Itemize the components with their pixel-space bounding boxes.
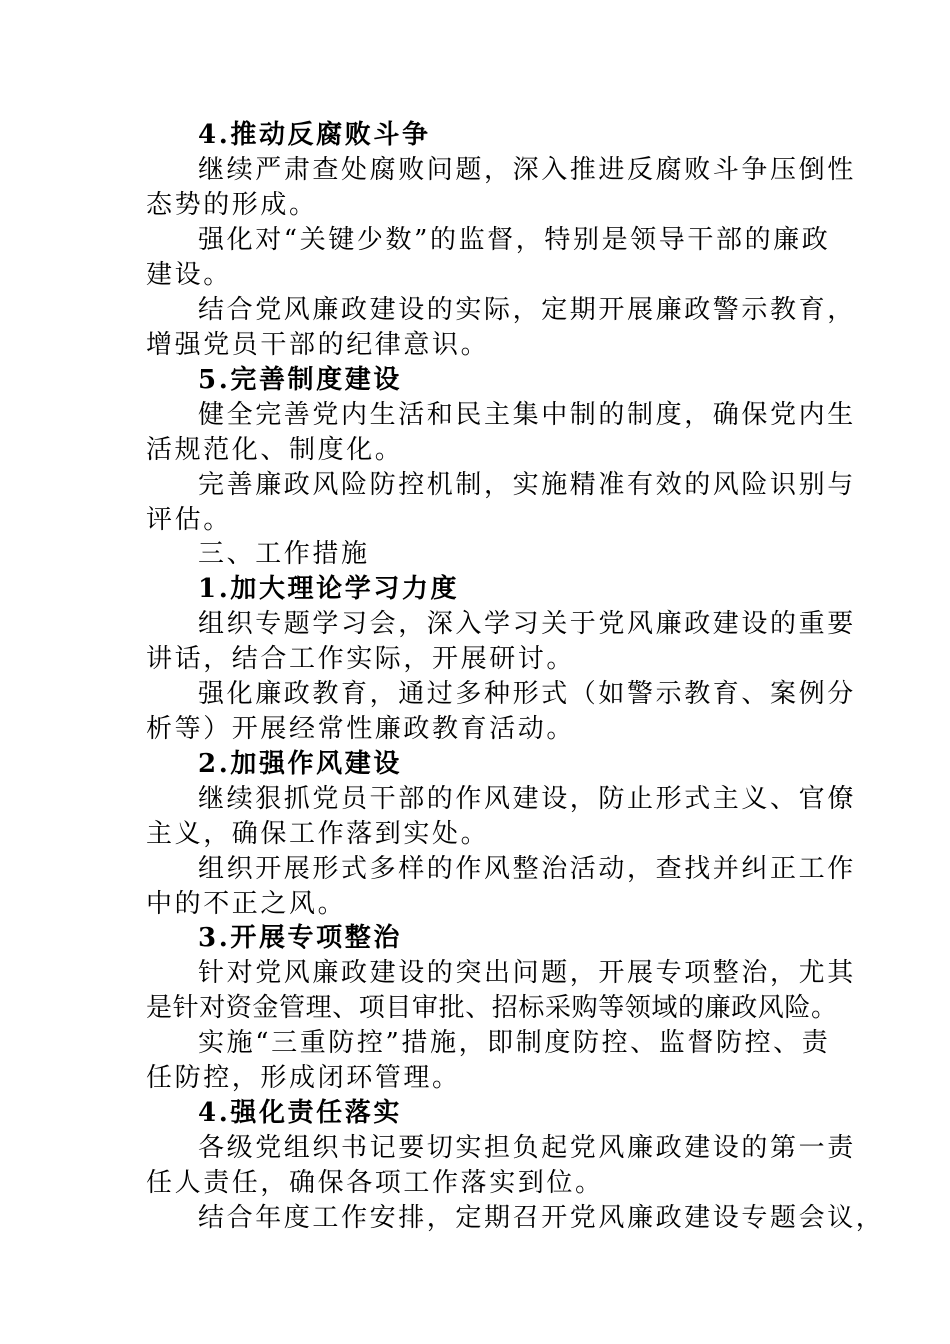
subheading-3-special: 3.开展专项整治 <box>198 923 402 953</box>
paragraph-line: 强化廉政教育，通过多种形式（如警示教育、案例分 <box>198 679 856 709</box>
paragraph-line: 主义，确保工作落到实处。 <box>146 819 490 849</box>
paragraph-line: 态势的形成。 <box>146 190 318 220</box>
paragraph-line: 健全完善党内生活和民主集中制的制度，确保党内生 <box>198 400 856 430</box>
paragraph-line: 各级党组织书记要切实担负起党风廉政建设的第一责 <box>198 1133 856 1163</box>
paragraph-line: 强化对“关键少数”的监督，特别是领导干部的廉政 <box>198 225 831 255</box>
paragraph-line: 任人责任，确保各项工作落实到位。 <box>146 1168 604 1198</box>
paragraph-line: 针对党风廉政建设的突出问题，开展专项整治，尤其 <box>198 958 856 988</box>
subheading-1-theory: 1.加大理论学习力度 <box>198 574 460 604</box>
paragraph-line: 任防控，形成闭环管理。 <box>146 1063 461 1093</box>
section-heading-3-measures: 三、工作措施 <box>198 539 370 569</box>
paragraph-line: 中的不正之风。 <box>146 889 347 919</box>
paragraph-line: 结合年度工作安排，定期召开党风廉政建设专题会议， <box>198 1203 885 1233</box>
paragraph-line: 增强党员干部的纪律意识。 <box>146 330 490 360</box>
paragraph-line: 结合党风廉政建设的实际，定期开展廉政警示教育， <box>198 295 856 325</box>
paragraph-line: 实施“三重防控”措施，即制度防控、监督防控、责 <box>198 1028 831 1058</box>
paragraph-line: 评估。 <box>146 505 232 535</box>
subheading-2-style: 2.加强作风建设 <box>198 749 402 779</box>
subheading-5-system: 5.完善制度建设 <box>198 365 402 395</box>
paragraph-line: 是针对资金管理、项目审批、招标采购等领域的廉政风险。 <box>146 993 838 1023</box>
subheading-4-responsibility: 4.强化责任落实 <box>198 1098 402 1128</box>
paragraph-line: 讲话，结合工作实际，开展研讨。 <box>146 644 576 674</box>
paragraph-line: 析等）开展经常性廉政教育活动。 <box>146 714 576 744</box>
paragraph-line: 组织开展形式多样的作风整治活动，查找并纠正工作 <box>198 854 856 884</box>
subheading-4-anticorruption: 4.推动反腐败斗争 <box>198 120 431 150</box>
paragraph-line: 继续狠抓党员干部的作风建设，防止形式主义、官僚 <box>198 784 856 814</box>
paragraph-line: 完善廉政风险防控机制，实施精准有效的风险识别与 <box>198 470 856 500</box>
paragraph-line: 继续严肃查处腐败问题，深入推进反腐败斗争压倒性 <box>198 155 856 185</box>
paragraph-line: 组织专题学习会，深入学习关于党风廉政建设的重要 <box>198 609 856 639</box>
paragraph-line: 建设。 <box>146 260 232 290</box>
paragraph-line: 活规范化、制度化。 <box>146 435 404 465</box>
